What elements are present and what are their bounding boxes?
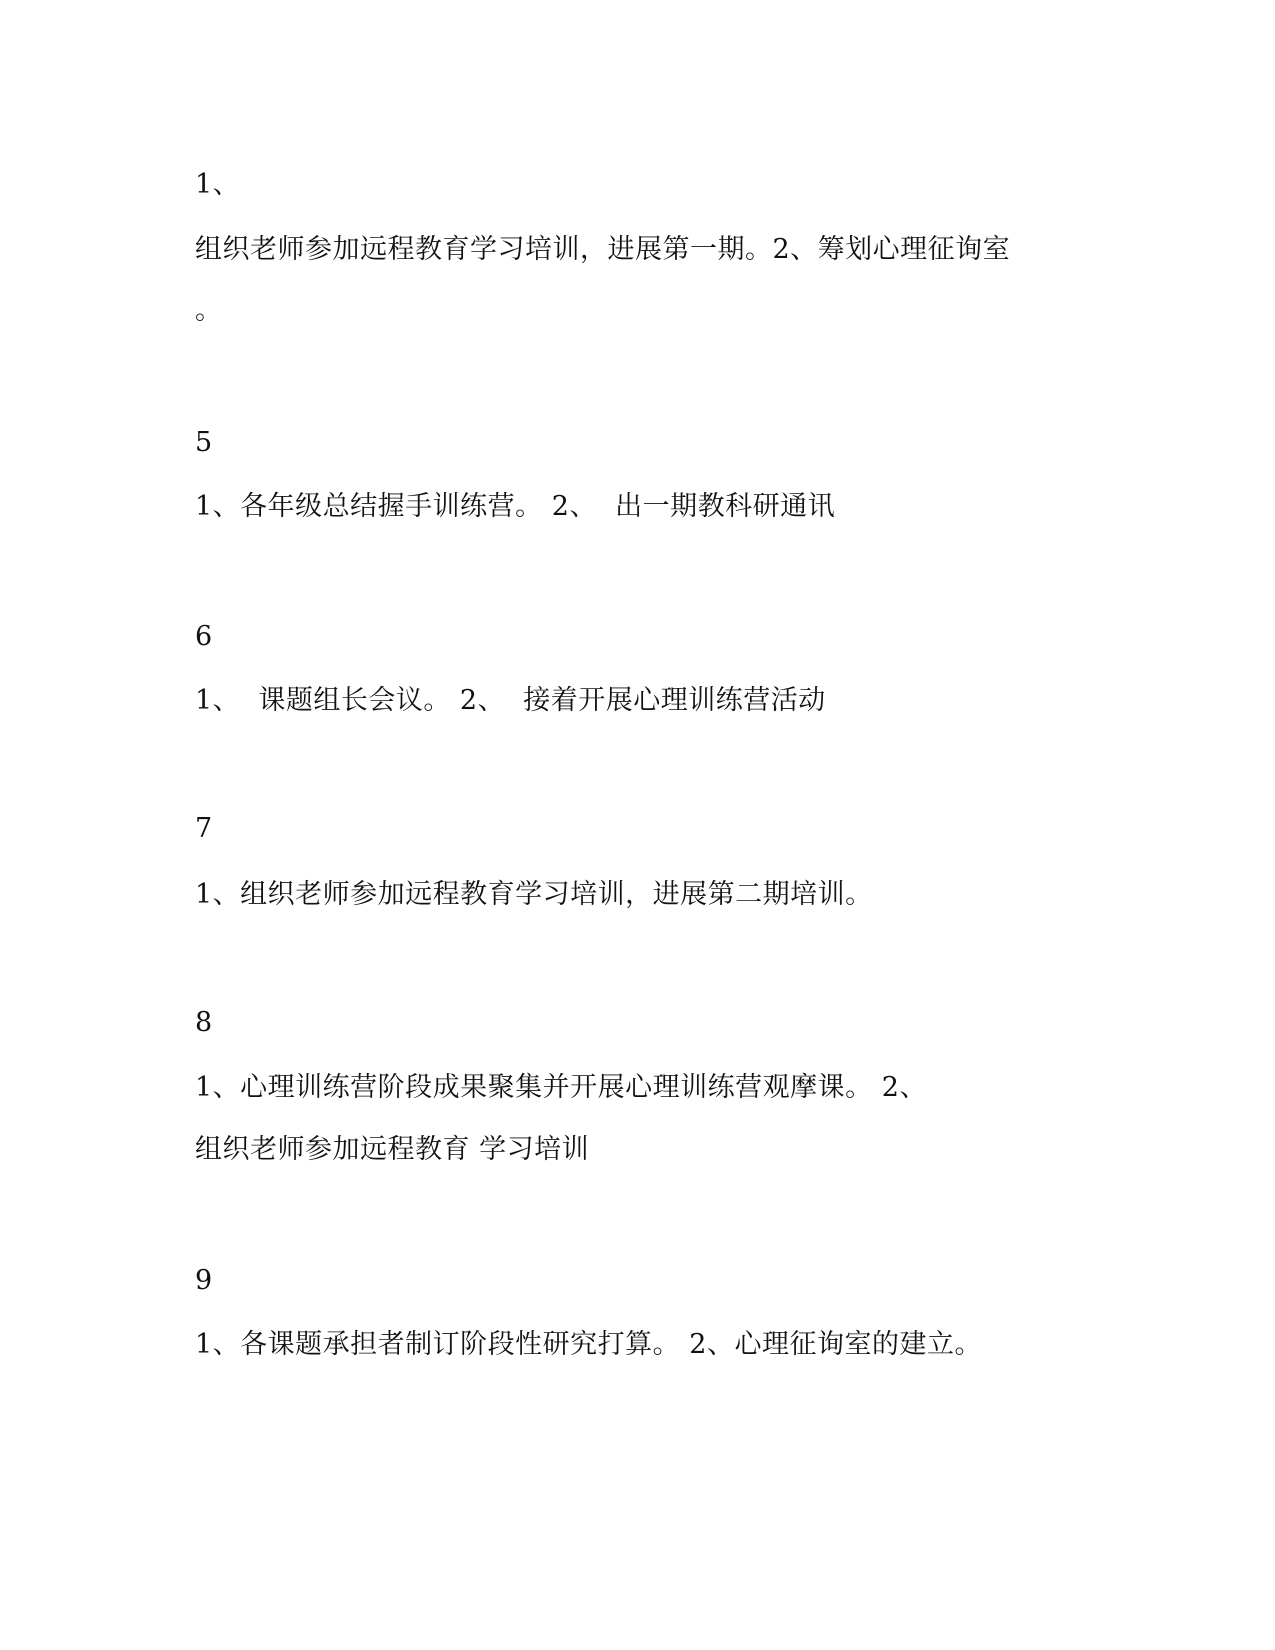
text-line-3: 。 (195, 295, 223, 326)
week-number-7: 7 (195, 813, 213, 844)
week-number-9: 9 (195, 1265, 213, 1296)
week-number-6: 6 (195, 621, 213, 652)
text-line-2: 组织老师参加远程教育学习培训，进展第一期。2、筹划心理征询室 (195, 234, 1011, 265)
week-number-8: 8 (195, 1007, 213, 1038)
text-line-8b: 组织老师参加远程教育 学习培训 (195, 1134, 590, 1165)
text-line-9: 1、各课题承担者制订阶段性研究打算。 2、心理征询室的建立。 (195, 1329, 982, 1360)
text-line-8a: 1、心理训练营阶段成果聚集并开展心理训练营观摩课。 2、 (195, 1072, 927, 1103)
week-number-5: 5 (195, 427, 213, 458)
text-line-6: 1、 课题组长会议。 2、 接着开展心理训练营活动 (195, 685, 826, 716)
text-line-5: 1、各年级总结握手训练营。 2、 出一期教科研通讯 (195, 491, 836, 522)
text-line-7: 1、组织老师参加远程教育学习培训，进展第二期培训。 (195, 879, 873, 910)
text-line-1: 1、 (195, 169, 241, 200)
